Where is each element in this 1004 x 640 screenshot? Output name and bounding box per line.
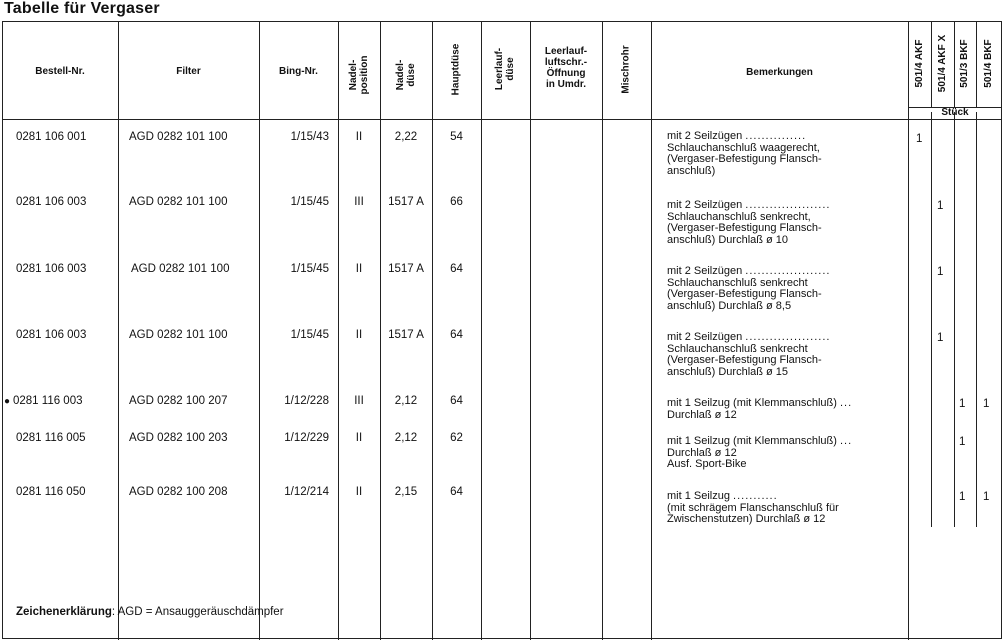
legend-text: : AGD = Ansauggeräuschdämpfer: [111, 606, 284, 618]
hauptduese: 62: [450, 432, 463, 444]
bing-nr: 1/15/43: [290, 131, 329, 143]
qty-501-4-bkf: 1: [983, 491, 990, 503]
bemerkungen: [667, 332, 830, 378]
row-bullet: ●: [4, 396, 11, 407]
hauptduese: 64: [450, 263, 463, 275]
qty-501-4-akf-x: 1: [937, 200, 944, 212]
remark-line: mit 2 Seilzügen .....................: [667, 199, 831, 211]
nadelposition: II: [355, 486, 363, 498]
remark-line: mit 1 Seilzug (mit Klemmanschluß) ...: [667, 435, 853, 447]
col-divider: [602, 21, 603, 640]
col-divider: [118, 21, 119, 640]
col-divider: [380, 21, 381, 640]
remark-line: mit 2 Seilzügen ...............: [667, 130, 807, 142]
nadelduese: 1517 A: [388, 196, 424, 208]
header-nadelduese: Nadel- düse: [395, 59, 417, 91]
remark-line: mit 2 Seilzügen .....................: [667, 331, 831, 343]
col-divider: [481, 21, 482, 640]
bing-nr: 1/12/229: [284, 432, 329, 444]
qty-501-3-bkf: 1: [959, 491, 966, 503]
header-bing: Bing-Nr.: [279, 66, 318, 77]
nadelduese: 1517 A: [388, 329, 424, 341]
qty-501-4-akf-x: 1: [937, 332, 944, 344]
page-title: Tabelle für Vergaser: [4, 0, 160, 17]
col-divider: [931, 112, 932, 527]
header-model-4: 501/4 BKF: [983, 39, 994, 88]
bemerkungen: [667, 266, 830, 312]
hauptduese: 54: [450, 131, 463, 143]
remark-line: mit 1 Seilzug (mit Klemmanschluß) ...: [667, 397, 853, 409]
header-bemerkungen: Bemerkungen: [746, 67, 813, 78]
remark-line: anschluß): [667, 164, 716, 177]
bestell-nr: 0281 116 003: [13, 395, 83, 407]
header-model-3: 501/3 BKF: [959, 39, 970, 88]
header-bestell: Bestell-Nr.: [35, 66, 85, 77]
nadelposition: II: [355, 131, 363, 143]
header-leerlaufluft: Leerlauf- luftschr.- Öffnung in Umdr.: [544, 46, 588, 90]
filter: AGD 0282 101 100: [129, 131, 228, 143]
nadelduese: 2,15: [394, 486, 418, 498]
nadelduese: 2,12: [394, 395, 418, 407]
nadelposition: III: [354, 196, 364, 208]
header-filter: Filter: [176, 66, 201, 77]
hauptduese: 66: [450, 196, 463, 208]
hauptduese: 64: [450, 486, 463, 498]
header-divider: [2, 119, 908, 120]
hauptduese: 64: [450, 395, 463, 407]
bestell-nr: 0281 106 003: [16, 263, 87, 275]
remark-line: Durchlaß ø 12: [667, 446, 737, 459]
remark-line: mit 2 Seilzügen .....................: [667, 265, 831, 277]
bestell-nr: 0281 116 050: [16, 486, 86, 498]
header-stueck: Stück: [941, 107, 969, 118]
remark-line: (Vergaser-Befestigung Flansch-: [667, 288, 822, 300]
col-divider: [954, 21, 955, 107]
legend: [16, 606, 284, 618]
nadelposition: II: [355, 263, 363, 275]
bemerkungen: [667, 200, 830, 246]
bing-nr: 1/15/45: [290, 196, 329, 208]
bemerkungen: [667, 398, 852, 421]
header-divider: [908, 119, 1002, 120]
filter: AGD 0282 100 203: [129, 432, 228, 444]
nadelposition: II: [355, 432, 363, 444]
qty-501-3-bkf: 1: [959, 398, 966, 410]
header-mischrohr: Mischrohr: [620, 45, 632, 94]
qty-501-4-akf-x: 1: [937, 266, 944, 278]
bing-nr: 1/15/45: [290, 263, 329, 275]
filter: AGD 0282 101 100: [129, 329, 228, 341]
filter: AGD 0282 101 100: [129, 196, 228, 208]
bemerkungen: [667, 491, 839, 526]
header-model-1: 501/4 AKF: [914, 39, 925, 88]
legend-label: Zeichenerklärung: [16, 606, 112, 618]
col-divider: [976, 112, 977, 527]
remark-line: Schlauchanschluß waagerecht,: [667, 141, 820, 154]
nadelduese: 2,12: [394, 432, 418, 444]
bestell-nr: 0281 106 003: [16, 196, 87, 208]
header-leerlaufduese: Leerlauf- düse: [494, 47, 516, 91]
remark-line: Schlauchanschluß senkrecht,: [667, 210, 811, 223]
remark-line: anschluß) Durchlaß ø 15: [667, 365, 789, 378]
qty-501-4-akf: 1: [916, 133, 923, 145]
hauptduese: 64: [450, 329, 463, 341]
col-divider: [931, 21, 932, 107]
remark-line: mit 1 Seilzug ...........: [667, 490, 778, 502]
filter: AGD 0282 101 100: [131, 263, 230, 275]
nadelduese: 1517 A: [388, 263, 424, 275]
remark-line: anschluß) Durchlaß ø 8,5: [667, 299, 792, 312]
bing-nr: 1/12/214: [284, 486, 329, 498]
bestell-nr: 0281 106 001: [16, 131, 87, 143]
nadelposition: III: [354, 395, 364, 407]
remark-line: anschluß) Durchlaß ø 10: [667, 233, 789, 246]
qty-501-4-bkf: 1: [983, 398, 990, 410]
bestell-nr: 0281 116 005: [16, 432, 86, 444]
col-divider: [651, 21, 652, 640]
bestell-nr: 0281 106 003: [16, 329, 87, 341]
remark-line: (Vergaser-Befestigung Flansch-: [667, 222, 822, 234]
header-hauptduese: Hauptdüse: [450, 43, 462, 96]
remark-line: (mit schrägem Flanschanschluß für: [667, 501, 839, 514]
bing-nr: 1/15/45: [290, 329, 329, 341]
header-nadelposition: Nadel- position: [348, 55, 370, 95]
nadelposition: II: [355, 329, 363, 341]
col-divider: [530, 21, 531, 640]
remark-line: Durchlaß ø 12: [667, 408, 737, 421]
header-model-2: 501/4 AKF X: [937, 34, 948, 93]
filter: AGD 0282 100 208: [129, 486, 228, 498]
col-divider: [976, 21, 977, 107]
col-divider: [954, 112, 955, 527]
remark-line: Schlauchanschluß senkrecht: [667, 342, 808, 355]
remark-line: Schlauchanschluß senkrecht: [667, 276, 808, 289]
remark-line: Zwischenstutzen) Durchlaß ø 12: [667, 513, 826, 525]
remark-line: (Vergaser-Befestigung Flansch-: [667, 354, 822, 366]
remark-line: (Vergaser-Befestigung Flansch-: [667, 153, 822, 165]
nadelduese: 2,22: [394, 131, 418, 143]
bemerkungen: [667, 436, 852, 471]
filter: AGD 0282 100 207: [129, 395, 228, 407]
bemerkungen: [667, 131, 822, 177]
remark-line: Ausf. Sport-Bike: [667, 458, 747, 470]
qty-501-3-bkf: 1: [959, 436, 966, 448]
bing-nr: 1/12/228: [284, 395, 329, 407]
